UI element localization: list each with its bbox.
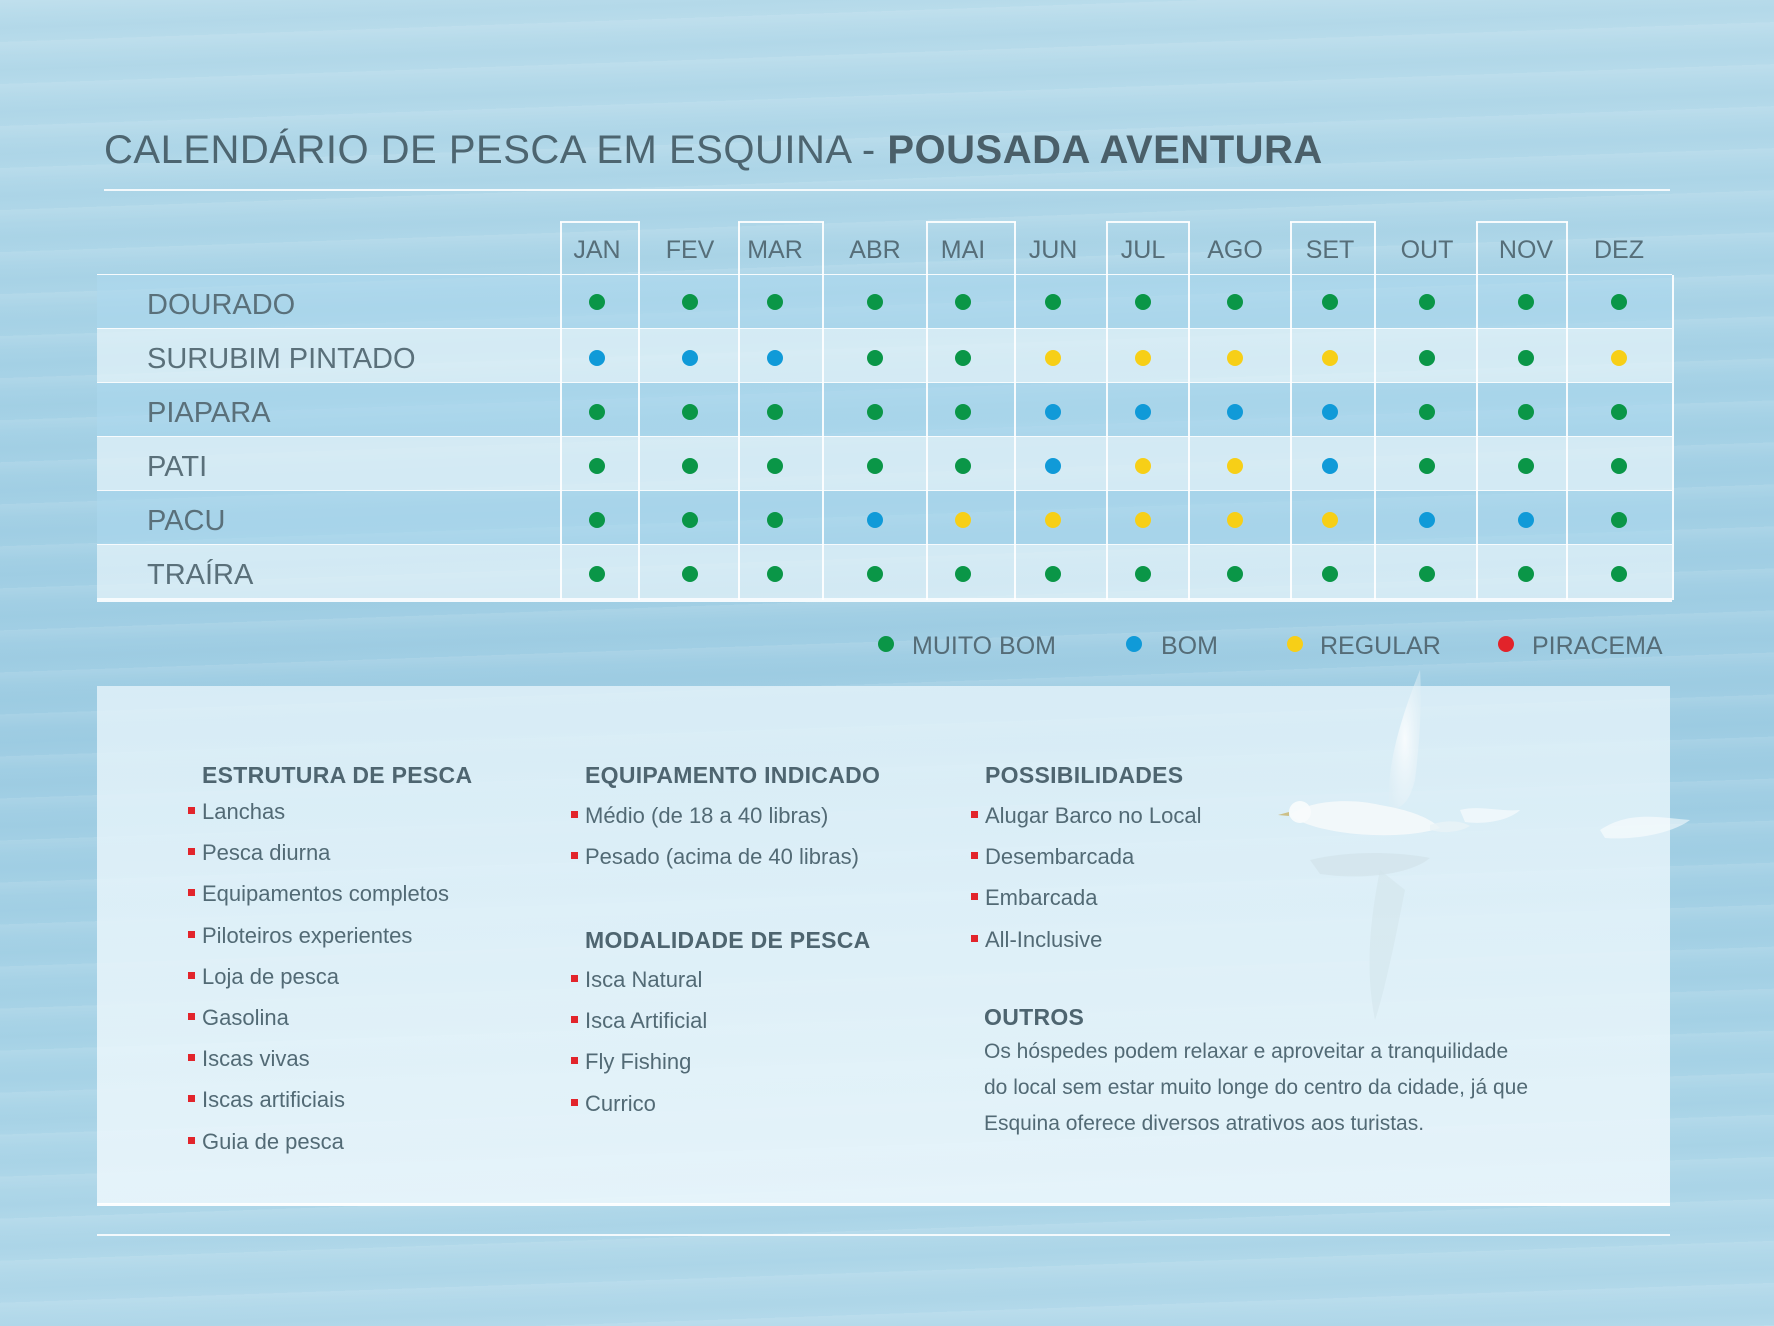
list-item — [585, 844, 859, 870]
list-item-label: Fly Fishing — [585, 1049, 692, 1075]
month-label: ABR — [849, 236, 901, 264]
rating-dot-bom — [1518, 512, 1534, 528]
rating-dot-muito-bom — [867, 404, 883, 420]
list-item-label: Currico — [585, 1090, 656, 1116]
table-row — [97, 437, 1672, 490]
column-divider — [1374, 275, 1376, 600]
rating-dot-regular — [1045, 350, 1061, 366]
month-label: NOV — [1498, 236, 1554, 264]
title-normal: CALENDÁRIO DE PESCA EM ESQUINA - — [104, 128, 888, 172]
rating-dot-bom — [1135, 404, 1151, 420]
list-item — [585, 1008, 707, 1034]
rating-dot-muito-bom — [589, 458, 605, 474]
column-divider — [638, 275, 640, 600]
section-heading-possibilidades: POSSIBILIDADES — [985, 762, 1184, 788]
bullet-icon — [571, 1016, 578, 1023]
rating-dot-muito-bom — [1611, 404, 1627, 420]
list-item-label: Desembarcada — [985, 844, 1135, 870]
section-heading-estrutura: ESTRUTURA DE PESCA — [202, 762, 473, 788]
rating-dot-bom — [867, 512, 883, 528]
rating-dot-bom — [767, 350, 783, 366]
rating-dot-muito-bom — [955, 566, 971, 582]
bullet-icon — [188, 1013, 195, 1020]
rating-dot-muito-bom — [1611, 294, 1627, 310]
header-box-top — [1476, 221, 1568, 223]
rating-dot-muito-bom — [1322, 294, 1338, 310]
header-box-top — [1290, 221, 1376, 223]
legend-dot-piracema — [1498, 636, 1514, 652]
month-label: MAR — [747, 236, 803, 264]
list-item — [202, 923, 412, 949]
month-label: FEV — [665, 236, 715, 264]
rating-dot-bom — [1045, 404, 1061, 420]
rating-dot-muito-bom — [1135, 294, 1151, 310]
list-item-label: Piloteiros experientes — [202, 922, 413, 948]
list-item-label: Alugar Barco no Local — [985, 803, 1202, 828]
column-divider — [1672, 275, 1674, 600]
rating-dot-regular — [1227, 350, 1243, 366]
bullet-icon — [971, 935, 978, 942]
outros-text-line: Esquina oferece diversos atrativos aos turistas. — [984, 1112, 1425, 1135]
bullet-icon — [188, 1137, 195, 1144]
rating-dot-regular — [1227, 458, 1243, 474]
bullet-icon — [971, 811, 978, 818]
bullet-icon — [188, 1054, 195, 1061]
species-label: SURUBIM PINTADO — [147, 343, 416, 375]
list-item-label: Isca Natural — [585, 967, 703, 992]
rating-dot-bom — [1419, 512, 1435, 528]
list-item-label: Guia de pesca — [202, 1128, 344, 1154]
header-box-side — [1290, 222, 1292, 275]
header-box-side — [1374, 222, 1376, 275]
list-item-label: Iscas vivas — [202, 1046, 310, 1072]
list-item-label: Iscas artificiais — [202, 1087, 346, 1113]
section-heading-modalidade: MODALIDADE DE PESCA — [585, 927, 871, 953]
header-box-top — [738, 221, 824, 223]
column-divider — [926, 275, 928, 600]
legend-label: REGULAR — [1320, 632, 1441, 660]
rating-dot-muito-bom — [1518, 350, 1534, 366]
list-item — [985, 885, 1098, 911]
rating-dot-muito-bom — [1611, 512, 1627, 528]
column-divider — [1566, 275, 1568, 600]
table-row — [97, 383, 1672, 436]
bullet-icon — [971, 852, 978, 859]
rating-dot-muito-bom — [589, 404, 605, 420]
list-item-label: Pesado (acima de 40 libras) — [585, 844, 859, 870]
rating-dot-muito-bom — [682, 512, 698, 528]
rating-dot-muito-bom — [867, 350, 883, 366]
column-divider — [1106, 275, 1108, 600]
rating-dot-muito-bom — [1611, 458, 1627, 474]
header-box-top — [1106, 221, 1190, 223]
bullet-icon — [188, 848, 195, 855]
rating-dot-muito-bom — [1518, 566, 1534, 582]
rating-dot-muito-bom — [1227, 294, 1243, 310]
legend-label: MUITO BOM — [912, 632, 1056, 660]
list-item — [585, 1091, 656, 1117]
rating-dot-muito-bom — [867, 458, 883, 474]
rating-dot-regular — [955, 512, 971, 528]
month-label: SET — [1305, 236, 1355, 264]
table-row — [97, 275, 1672, 328]
column-divider — [738, 275, 740, 600]
list-item — [202, 964, 339, 990]
section-heading-equipamento: EQUIPAMENTO INDICADO — [585, 762, 881, 788]
rating-dot-bom — [1227, 404, 1243, 420]
month-label: OUT — [1400, 236, 1454, 264]
rating-dot-muito-bom — [1419, 404, 1435, 420]
rating-dot-regular — [1322, 350, 1338, 366]
row-separator — [97, 274, 1672, 275]
month-label: JUN — [1028, 236, 1078, 264]
bullet-icon — [188, 889, 195, 896]
month-label: JUL — [1120, 236, 1166, 264]
species-label: TRAÍRA — [147, 559, 254, 591]
title-bold: POUSADA AVENTURA — [887, 128, 1323, 172]
rating-dot-muito-bom — [682, 458, 698, 474]
bullet-icon — [571, 852, 578, 859]
rating-dot-muito-bom — [1135, 566, 1151, 582]
rating-dot-muito-bom — [589, 512, 605, 528]
species-label: PIAPARA — [147, 397, 271, 429]
rating-dot-muito-bom — [1045, 566, 1061, 582]
rating-dot-bom — [682, 350, 698, 366]
list-item-label: Loja de pesca — [202, 963, 339, 989]
bullet-icon — [571, 1099, 578, 1106]
rating-dot-muito-bom — [767, 458, 783, 474]
section-heading-outros: OUTROS — [984, 1004, 1085, 1030]
month-label: AGO — [1207, 236, 1263, 264]
legend-dot-regular — [1287, 636, 1303, 652]
rating-dot-regular — [1611, 350, 1627, 366]
rating-dot-muito-bom — [867, 566, 883, 582]
list-item-label: Pesca diurna — [202, 840, 331, 866]
seagull-image — [1270, 660, 1750, 1060]
list-item-label: Lanchas — [202, 799, 286, 824]
list-item — [585, 1049, 691, 1075]
list-item-label: Gasolina — [202, 1005, 289, 1030]
list-item — [202, 881, 449, 907]
legend-label: BOM — [1161, 632, 1218, 660]
legend-dot-bom — [1126, 636, 1142, 652]
rating-dot-muito-bom — [767, 566, 783, 582]
rating-dot-muito-bom — [955, 458, 971, 474]
rating-dot-bom — [1045, 458, 1061, 474]
rating-dot-muito-bom — [1227, 566, 1243, 582]
list-item — [585, 967, 702, 993]
column-divider — [1476, 275, 1478, 600]
rating-dot-regular — [1135, 350, 1151, 366]
species-label: DOURADO — [147, 289, 296, 321]
rating-dot-muito-bom — [1518, 294, 1534, 310]
outros-text-line: do local sem estar muito longe do centro da cidade, já que — [984, 1076, 1529, 1099]
list-item — [202, 1046, 310, 1072]
rating-dot-regular — [1322, 512, 1338, 528]
legend-dot-muito-bom — [878, 636, 894, 652]
rating-dot-muito-bom — [589, 566, 605, 582]
column-divider — [560, 275, 562, 600]
rating-dot-muito-bom — [767, 294, 783, 310]
rating-dot-regular — [1135, 512, 1151, 528]
bullet-icon — [571, 811, 578, 818]
list-item — [985, 927, 1102, 953]
panel-bottom-edge — [97, 1203, 1670, 1206]
rating-dot-muito-bom — [1419, 350, 1435, 366]
rating-dot-muito-bom — [682, 294, 698, 310]
rating-dot-regular — [1045, 512, 1061, 528]
column-divider — [1290, 275, 1292, 600]
bullet-icon — [971, 893, 978, 900]
month-label: MAI — [940, 236, 986, 264]
list-item — [985, 844, 1134, 870]
rating-dot-regular — [1227, 512, 1243, 528]
rating-dot-muito-bom — [682, 404, 698, 420]
rating-dot-bom — [1322, 404, 1338, 420]
bullet-icon — [188, 972, 195, 979]
bottom-divider — [97, 1234, 1670, 1236]
rating-dot-muito-bom — [1419, 458, 1435, 474]
list-item-label: All-Inclusive — [985, 926, 1103, 952]
rating-dot-muito-bom — [1518, 458, 1534, 474]
bullet-icon — [571, 975, 578, 982]
rating-dot-bom — [589, 350, 605, 366]
rating-dot-muito-bom — [1419, 566, 1435, 582]
rating-dot-muito-bom — [867, 294, 883, 310]
column-divider — [1188, 275, 1190, 600]
table-row — [97, 545, 1672, 598]
rating-dot-muito-bom — [1045, 294, 1061, 310]
legend-label: PIRACEMA — [1532, 632, 1663, 660]
list-item — [202, 840, 330, 866]
list-item-label: Equipamentos completos — [202, 881, 450, 907]
list-item-label: Médio (de 18 a 40 libras) — [585, 803, 829, 828]
month-label: JAN — [573, 236, 621, 264]
rating-dot-muito-bom — [955, 294, 971, 310]
title-divider — [104, 189, 1670, 191]
list-item — [985, 803, 1201, 829]
list-item — [202, 1005, 289, 1031]
bullet-icon — [571, 1057, 578, 1064]
column-divider — [1014, 275, 1016, 600]
header-box-top — [560, 221, 640, 223]
rating-dot-muito-bom — [1611, 566, 1627, 582]
page-title — [104, 128, 1323, 173]
header-box-top — [926, 221, 1016, 223]
outros-text-line: Os hóspedes podem relaxar e aproveitar a tranquilidade — [984, 1040, 1509, 1063]
month-label: DEZ — [1594, 236, 1644, 264]
table-bottom-edge — [97, 599, 1672, 602]
list-item-label: Isca Artificial — [585, 1008, 708, 1034]
bullet-icon — [188, 1095, 195, 1102]
header-box-side — [822, 222, 824, 275]
rating-dot-bom — [1322, 458, 1338, 474]
rating-dot-muito-bom — [589, 294, 605, 310]
bullet-icon — [188, 807, 195, 814]
rating-dot-muito-bom — [767, 404, 783, 420]
rating-dot-muito-bom — [1322, 566, 1338, 582]
list-item — [202, 1087, 345, 1113]
rating-dot-muito-bom — [955, 404, 971, 420]
header-box-side — [1566, 222, 1568, 275]
rating-dot-muito-bom — [1518, 404, 1534, 420]
list-item-label: Embarcada — [985, 885, 1098, 911]
species-label: PATI — [147, 451, 208, 483]
rating-dot-muito-bom — [1419, 294, 1435, 310]
bullet-icon — [188, 931, 195, 938]
rating-dot-muito-bom — [767, 512, 783, 528]
species-label: PACU — [147, 505, 226, 537]
rating-dot-muito-bom — [682, 566, 698, 582]
rating-dot-muito-bom — [955, 350, 971, 366]
column-divider — [822, 275, 824, 600]
header-box-side — [1014, 222, 1016, 275]
table-row — [97, 491, 1672, 544]
header-box-side — [1188, 222, 1190, 275]
header-box-side — [638, 222, 640, 275]
header-box-side — [1476, 222, 1478, 275]
rating-dot-regular — [1135, 458, 1151, 474]
list-item — [585, 803, 828, 829]
list-item — [202, 799, 285, 825]
list-item — [202, 1129, 344, 1155]
